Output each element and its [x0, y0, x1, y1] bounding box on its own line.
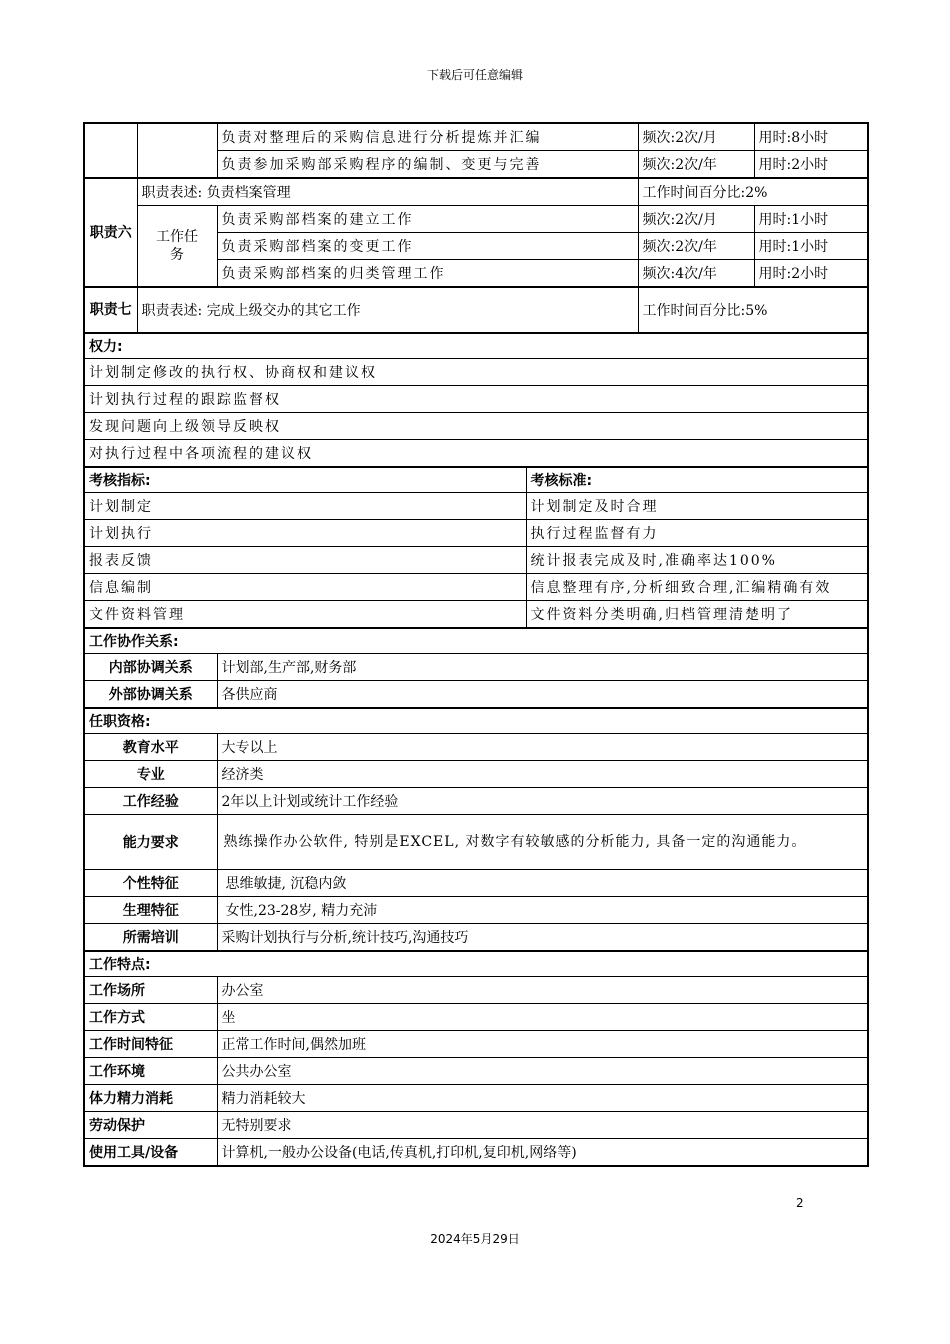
- assessment-header-row: [84, 467, 868, 493]
- task-text: 负责采购部档案的变更工作: [217, 233, 638, 260]
- standard: 计划制定及时合理: [526, 493, 868, 520]
- indicator: 计划制定: [84, 493, 526, 520]
- feature-value: 精力消耗较大: [217, 1085, 868, 1112]
- cooperation-title-row: [84, 628, 868, 654]
- task-time: 用时:1小时: [754, 206, 868, 233]
- assessment-row: [84, 520, 868, 547]
- qualification-label: 所需培训: [84, 924, 217, 952]
- qualification-label: 专业: [84, 761, 217, 788]
- qualification-value: 熟练操作办公软件, 特别是EXCEL, 对数字有较敏感的分析能力, 具备一定的沟通能力。: [217, 815, 868, 870]
- qualification-value: 女性,23-28岁, 精力充沛: [217, 897, 868, 924]
- task-frequency: 频次:4次/年: [638, 260, 754, 288]
- header-note: 下载后可任意编辑: [426, 68, 523, 82]
- feature-label: 工作场所: [84, 977, 217, 1004]
- feature-value: 正常工作时间,偶然加班: [217, 1031, 868, 1058]
- qualification-row: [84, 870, 868, 897]
- job-description-table: [83, 122, 869, 1167]
- feature-label: 工作时间特征: [84, 1031, 217, 1058]
- feature-label: 工作方式: [84, 1004, 217, 1031]
- cooperation-label: 内部协调关系: [84, 654, 217, 681]
- standard: 统计报表完成及时,准确率达100%: [526, 547, 868, 574]
- duty7-percent: 工作时间百分比:5%: [638, 287, 868, 333]
- cooperation-row: [84, 681, 868, 709]
- features-title-row: [84, 951, 868, 977]
- indicator: 文件资料管理: [84, 601, 526, 629]
- standard: 信息整理有序,分析细致合理,汇编精确有效: [526, 574, 868, 601]
- qualification-label: 教育水平: [84, 734, 217, 761]
- qualification-row: [84, 815, 868, 870]
- assessment-row: [84, 601, 868, 629]
- footer-date: 2024年5月29日: [430, 1232, 520, 1246]
- task-time: 用时:1小时: [754, 233, 868, 260]
- standard-title: 考核标准:: [526, 467, 868, 493]
- feature-label: 工作环境: [84, 1058, 217, 1085]
- task-frequency: 频次:2次/月: [638, 123, 754, 151]
- duty6-statement-row: [84, 178, 868, 206]
- qualification-value: 2年以上计划或统计工作经验: [217, 788, 868, 815]
- task-text: 负责对整理后的采购信息进行分析提炼并汇编: [217, 123, 638, 151]
- qualification-label: 能力要求: [84, 815, 217, 870]
- duty7-label: 职责七: [84, 287, 137, 333]
- task-label: 工作任务: [137, 206, 217, 288]
- feature-label: 劳动保护: [84, 1112, 217, 1139]
- feature-value: 公共办公室: [217, 1058, 868, 1085]
- qualification-label: 生理特征: [84, 897, 217, 924]
- cooperation-value: 计划部,生产部,财务部: [217, 654, 868, 681]
- page-number: 2: [796, 1196, 804, 1210]
- duty7-row: [84, 287, 868, 333]
- power-item: 计划执行过程的跟踪监督权: [84, 386, 868, 413]
- task-text: 负责参加采购部采购程序的编制、变更与完善: [217, 151, 638, 179]
- feature-row: [84, 1112, 868, 1139]
- indicator-title: 考核指标:: [84, 467, 526, 493]
- assessment-row: [84, 547, 868, 574]
- qualification-row: [84, 734, 868, 761]
- duty7-statement: 职责表述: 完成上级交办的其它工作: [137, 287, 638, 333]
- power-item: 计划制定修改的执行权、协商权和建议权: [84, 359, 868, 386]
- task-time: 用时:8小时: [754, 123, 868, 151]
- indicator: 报表反馈: [84, 547, 526, 574]
- qualification-value: 大专以上: [217, 734, 868, 761]
- feature-value: 坐: [217, 1004, 868, 1031]
- cooperation-label: 外部协调关系: [84, 681, 217, 709]
- feature-row: [84, 1004, 868, 1031]
- feature-value: 无特别要求: [217, 1112, 868, 1139]
- qualification-row: [84, 897, 868, 924]
- cooperation-row: [84, 654, 868, 681]
- task-time: 用时:2小时: [754, 260, 868, 288]
- assessment-row: [84, 493, 868, 520]
- qualification-label: 工作经验: [84, 788, 217, 815]
- duty6-percent: 工作时间百分比:2%: [638, 178, 868, 206]
- feature-row: [84, 1058, 868, 1085]
- power-item: 对执行过程中各项流程的建议权: [84, 440, 868, 468]
- duty6-label: 职责六: [84, 178, 137, 287]
- qualification-value: 经济类: [217, 761, 868, 788]
- feature-row: [84, 977, 868, 1004]
- power-item: 发现问题向上级领导反映权: [84, 413, 868, 440]
- task-frequency: 频次:2次/年: [638, 233, 754, 260]
- qualification-value: 思维敏捷, 沉稳内敛: [217, 870, 868, 897]
- qualification-label: 个性特征: [84, 870, 217, 897]
- feature-value: 计算机,一般办公设备(电话,传真机,打印机,复印机,网络等): [217, 1139, 868, 1167]
- standard: 执行过程监督有力: [526, 520, 868, 547]
- qualification-title-row: [84, 708, 868, 734]
- task-time: 用时:2小时: [754, 151, 868, 179]
- task-frequency: 频次:2次/月: [638, 206, 754, 233]
- feature-row: [84, 1139, 868, 1167]
- qualification-title: 任职资格:: [84, 708, 868, 734]
- standard: 文件资料分类明确,归档管理清楚明了: [526, 601, 868, 629]
- power-title: 权力:: [84, 333, 868, 359]
- qualification-row: [84, 924, 868, 952]
- indicator: 信息编制: [84, 574, 526, 601]
- cooperation-value: 各供应商: [217, 681, 868, 709]
- indicator: 计划执行: [84, 520, 526, 547]
- assessment-row: [84, 574, 868, 601]
- qualification-row: [84, 788, 868, 815]
- qualification-row: [84, 761, 868, 788]
- task-text: 负责采购部档案的归类管理工作: [217, 260, 638, 288]
- duty-task-row: [84, 206, 868, 233]
- task-frequency: 频次:2次/年: [638, 151, 754, 179]
- cooperation-title: 工作协作关系:: [84, 628, 868, 654]
- duty-task-row: [84, 123, 868, 151]
- duty6-statement: 职责表述: 负责档案管理: [137, 178, 638, 206]
- feature-value: 办公室: [217, 977, 868, 1004]
- features-title: 工作特点:: [84, 951, 868, 977]
- qualification-value: 采购计划执行与分析,统计技巧,沟通技巧: [217, 924, 868, 952]
- task-text: 负责采购部档案的建立工作: [217, 206, 638, 233]
- feature-label: 使用工具/设备: [84, 1139, 217, 1167]
- feature-label: 体力精力消耗: [84, 1085, 217, 1112]
- feature-row: [84, 1085, 868, 1112]
- feature-row: [84, 1031, 868, 1058]
- power-title-row: [84, 333, 868, 359]
